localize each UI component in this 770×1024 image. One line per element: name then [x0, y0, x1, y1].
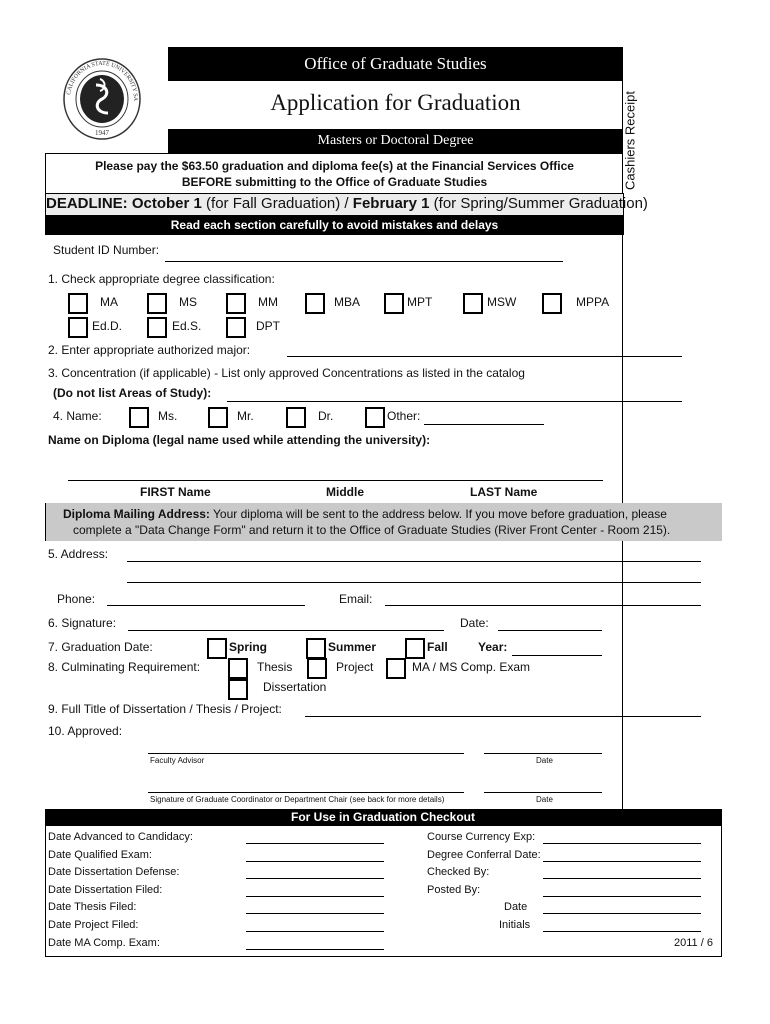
checkout-project-filed-input[interactable] [246, 931, 384, 932]
checkbox-edd[interactable] [68, 317, 88, 338]
checkout-comp-exam-label: Date MA Comp. Exam: [48, 937, 160, 949]
mailing-notice-bold: Diploma Mailing Address: [63, 507, 210, 521]
checkout-currency-input[interactable] [543, 843, 701, 844]
option-eds: Ed.S. [172, 319, 202, 333]
checkbox-mpt[interactable] [384, 293, 404, 314]
email-label: Email: [339, 592, 373, 606]
checkout-thesis-filed-label: Date Thesis Filed: [48, 901, 137, 913]
coordinator-label: Signature of Graduate Coordinator or Department Chair (see back for more details) [150, 795, 445, 804]
diploma-name-label: Name on Diploma (legal name used while attending the university): [48, 433, 431, 447]
fee-notice-line1: Please pay the $63.50 graduation and diploma fee(s) at the Financial Services Office [95, 159, 574, 173]
phone-input[interactable] [107, 605, 305, 606]
checkbox-thesis[interactable] [228, 658, 248, 679]
coordinator-signature-input[interactable] [148, 792, 464, 793]
deadline-label: DEADLINE: [46, 195, 128, 212]
deadline-october: October 1 [131, 195, 202, 212]
q6-label: 6. Signature: [48, 616, 117, 630]
checkout-posted-label: Posted By: [427, 884, 481, 896]
seal [60, 55, 144, 143]
option-dpt: DPT [256, 319, 280, 333]
checkbox-ma[interactable] [68, 293, 88, 314]
email-input[interactable] [385, 605, 701, 606]
option-edd: Ed.D. [92, 319, 123, 333]
checkbox-eds[interactable] [147, 317, 167, 338]
checkout-initials-label: Initials [499, 919, 531, 931]
q1-label: 1. Check appropriate degree classification: [48, 272, 275, 286]
q10-label: 10. Approved: [48, 724, 123, 738]
q4-label: 4. Name: [53, 409, 102, 423]
checkout-qualified-label: Date Qualified Exam: [48, 849, 152, 861]
option-mba: MBA [334, 295, 361, 309]
checkbox-mr[interactable] [208, 407, 228, 428]
checkout-defense-input[interactable] [246, 878, 384, 879]
q5-label: 5. Address: [48, 547, 109, 561]
title-input[interactable] [305, 716, 701, 717]
cashiers-receipt-label: Cashiers Receipt [622, 91, 638, 190]
checkout-candidacy-label: Date Advanced to Candidacy: [48, 831, 193, 843]
checkout-currency-label: Course Currency Exp: [427, 831, 536, 843]
option-spring: Spring [229, 640, 267, 654]
option-fall: Fall [427, 640, 448, 654]
checkbox-comp-exam[interactable] [386, 658, 406, 679]
checkbox-mba[interactable] [305, 293, 325, 314]
title-mr: Mr. [237, 409, 254, 423]
phone-label: Phone: [57, 592, 96, 606]
q8-label: 8. Culminating Requirement: [48, 660, 201, 674]
mailing-notice [45, 503, 722, 541]
other-title-input[interactable] [424, 424, 544, 425]
option-comp-exam: MA / MS Comp. Exam [412, 660, 531, 674]
q2-label: 2. Enter appropriate authorized major: [48, 343, 251, 357]
checkout-checked-input[interactable] [543, 878, 701, 879]
checkbox-fall[interactable] [405, 638, 425, 659]
diploma-name-input[interactable] [68, 480, 603, 481]
checkbox-ms-title[interactable] [129, 407, 149, 428]
option-dissertation: Dissertation [263, 680, 327, 694]
option-thesis: Thesis [257, 660, 293, 674]
checkout-date-label: Date [504, 901, 528, 913]
middle-name-label: Middle [326, 485, 364, 499]
concentration-input[interactable] [227, 401, 682, 402]
advisor-label: Faculty Advisor [150, 756, 205, 765]
subtitle-banner [168, 129, 623, 153]
checkout-posted-input[interactable] [543, 896, 701, 897]
mailing-notice-text2: complete a "Data Change Form" and return it to the Office of Graduate Studies (River Front Center - Room 215). [73, 523, 671, 537]
student-id-label: Student ID Number: [53, 243, 160, 257]
deadline-row [45, 193, 648, 216]
checkbox-ms[interactable] [147, 293, 167, 314]
fee-notice-line2: BEFORE submitting to the Office of Graduate Studies [181, 175, 488, 189]
q7-label: 7. Graduation Date: [48, 640, 153, 654]
checkbox-spring[interactable] [207, 638, 227, 659]
signature-date-label: Date: [460, 616, 489, 630]
advisor-date-label: Date [536, 756, 553, 765]
option-mm: MM [258, 295, 278, 309]
checkout-qualified-input[interactable] [246, 861, 384, 862]
checkbox-dpt[interactable] [226, 317, 246, 338]
q3-note: (Do not list Areas of Study): [53, 386, 212, 400]
checkout-checked-label: Checked By: [427, 866, 490, 878]
option-mpt: MPT [407, 295, 433, 309]
checkout-dissertation-filed-input[interactable] [246, 896, 384, 897]
title-dr: Dr. [318, 409, 334, 423]
deadline-fall: (for Fall Graduation) / [206, 195, 349, 212]
seal-year: 1947 [95, 129, 109, 137]
checkbox-summer[interactable] [306, 638, 326, 659]
subtitle: Masters or Doctoral Degree [317, 133, 474, 148]
title-ms: Ms. [158, 409, 178, 423]
advisor-date-input[interactable] [484, 753, 602, 754]
office-title: Office of Graduate Studies [304, 54, 487, 73]
office-banner [168, 47, 623, 81]
deadline-spring: (for Spring/Summer Graduation) [433, 195, 648, 212]
checkbox-mppa[interactable] [542, 293, 562, 314]
option-ma: MA [100, 295, 118, 309]
option-project: Project [336, 660, 374, 674]
checkout-candidacy-input[interactable] [246, 843, 384, 844]
page-title: Application for Graduation [270, 90, 521, 115]
checkbox-dissertation[interactable] [228, 679, 248, 700]
checkout-thesis-filed-input[interactable] [246, 913, 384, 914]
checkout-date-input[interactable] [543, 913, 701, 914]
deadline-february: February 1 [352, 195, 430, 212]
version-label: 2011 / 6 [674, 937, 713, 949]
option-summer: Summer [328, 640, 377, 654]
seal-ring-text: CALIFORNIA STATE UNIVERSITY SA [66, 60, 139, 102]
checkout-title: For Use in Graduation Checkout [290, 810, 476, 824]
address-line1[interactable] [127, 561, 701, 562]
option-mppa: MPPA [576, 295, 610, 309]
read-banner-text: Read each section carefully to avoid mistakes and delays [170, 218, 499, 232]
checkout-conferral-input[interactable] [543, 861, 701, 862]
signature-date-input[interactable] [498, 630, 602, 631]
checkbox-other[interactable] [365, 407, 385, 428]
checkbox-mm[interactable] [226, 293, 246, 314]
first-name-label: FIRST Name [140, 485, 211, 499]
checkout-initials-input[interactable] [543, 931, 701, 932]
address-line2[interactable] [127, 582, 701, 583]
read-banner [45, 215, 624, 235]
checkout-banner [45, 809, 721, 826]
title-other: Other: [387, 409, 421, 423]
advisor-signature-input[interactable] [148, 753, 464, 754]
major-input[interactable] [287, 356, 682, 357]
checkout-dissertation-filed-label: Date Dissertation Filed: [48, 884, 163, 896]
checkout-conferral-label: Degree Conferral Date: [427, 849, 541, 861]
checkout-project-filed-label: Date Project Filed: [48, 919, 139, 931]
checkbox-msw[interactable] [463, 293, 483, 314]
checkbox-dr[interactable] [286, 407, 306, 428]
student-id-input[interactable] [165, 261, 563, 262]
coordinator-date-label: Date [536, 795, 553, 804]
checkbox-project[interactable] [307, 658, 327, 679]
last-name-label: LAST Name [470, 485, 538, 499]
option-msw: MSW [487, 295, 517, 309]
mailing-notice-text1: Your diploma will be sent to the address below. If you move before graduation, please [213, 507, 667, 521]
q3-label: 3. Concentration (if applicable) - List only approved Concentrations as listed in the catalog [48, 366, 525, 380]
signature-input[interactable] [128, 630, 444, 631]
coordinator-date-input[interactable] [484, 792, 602, 793]
option-ms: MS [179, 295, 197, 309]
year-input[interactable] [512, 655, 602, 656]
q9-label: 9. Full Title of Dissertation / Thesis / Project: [48, 702, 282, 716]
checkout-comp-exam-input[interactable] [246, 949, 384, 950]
checkout-defense-label: Date Dissertation Defense: [48, 866, 180, 878]
year-label: Year: [478, 640, 508, 654]
